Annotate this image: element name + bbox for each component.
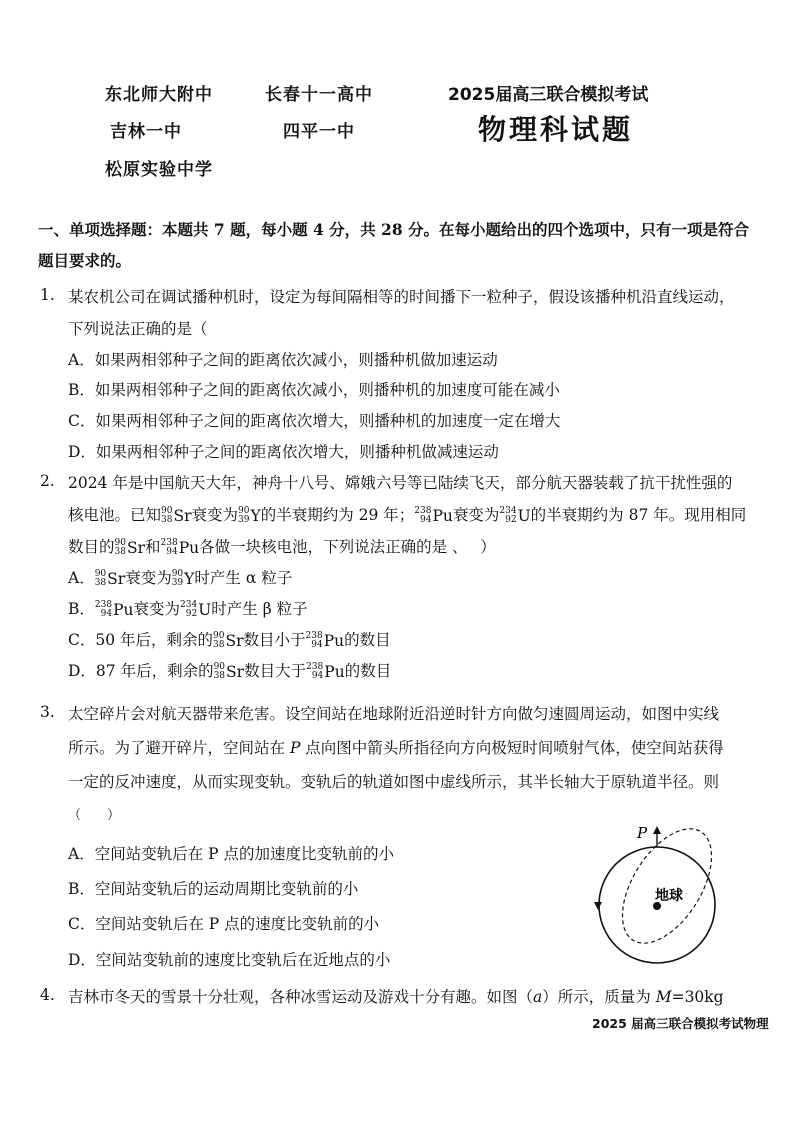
question-stem: 吉林市冬天的雪景十分壮观，各种冰雪运动及游戏十分有趣。如图（a）所示，质量为 M=30kg	[68, 988, 724, 1006]
option-b: B． 238 94 Pu 衰变为 234 92 U 时产生 β 粒子	[68, 600, 308, 619]
orbit-diagram	[585, 810, 735, 975]
earth-label: 地球	[655, 888, 683, 904]
school-name: 四平一中	[283, 122, 355, 142]
isotope-pu238: 238 94 Pu	[160, 538, 200, 557]
subject-title: 物理科试题	[478, 113, 634, 146]
point-p-label: P	[637, 824, 648, 842]
isotope-pu238: 238 94 Pu	[414, 506, 453, 525]
option-d: D．空间站变轨前的速度比变轨后在近地点的小	[68, 951, 391, 969]
section-heading: 一、单项选择题：本题共 7 题，每小题 4 分，共 28 分。在每小题给出的四个选项中，只有一项是符合	[38, 220, 750, 239]
option-a: A． 90 38 Sr 衰变为 90 39 Y 时产生 α 粒子	[68, 569, 293, 588]
question-stem: 太空碎片会对航天器带来危害。设空间站在地球附近沿逆时针方向做匀速圆周运动，如图中实线	[68, 705, 720, 723]
exam-title: 2025届高三联合模拟考试	[448, 85, 649, 105]
question-stem: 2024 年是中国航天大年，神舟十八号、嫦娥六号等已陆续飞天，部分航天器装载了抗干扰性强的	[68, 474, 733, 492]
option-c: C．50 年后，剩余的 90 38 Sr 数目小于 238 94 Pu 的数目	[68, 631, 391, 650]
option-a: A．空间站变轨后在 P 点的加速度比变轨前的小	[68, 845, 394, 863]
option-b: B．如果两相邻种子之间的距离依次减小，则播种机的加速度可能在减小	[68, 381, 560, 399]
question-stem: 一定的反冲速度，从而实现变轨。变轨后的轨道如图中虚线所示，其半长轴大于原轨道半径。则	[68, 773, 720, 791]
school-name: 东北师大附中	[105, 85, 213, 105]
school-name: 松原实验中学	[105, 160, 213, 180]
page-footer: 2025 届高三联合模拟考试物理	[592, 1016, 769, 1031]
question-stem: 数目的 90 38 Sr 和 238 94 Pu 各做一块核电池，下列说法正确的是 、 ）	[68, 538, 496, 557]
arrow-head-icon	[653, 826, 661, 834]
option-c: C．如果两相邻种子之间的距离依次增大，则播种机的加速度一定在增大	[68, 412, 561, 430]
option-d: D．87 年后，剩余的 90 38 Sr 数目大于 238 94 Pu 的数目	[68, 662, 392, 681]
isotope-sr90: 90 38 Sr	[161, 506, 192, 525]
school-name: 吉林一中	[110, 122, 182, 142]
option-d: D．如果两相邻种子之间的距离依次增大，则播种机做减速运动	[68, 443, 499, 461]
question-number: 2.	[40, 472, 55, 490]
section-heading-cont: 题目要求的。	[38, 251, 132, 270]
question-stem: 某农机公司在调试播种机时，设定为每间隔相等的时间播下一粒种子，假设该播种机沿直线运动，	[68, 288, 735, 306]
direction-arrow-icon	[594, 902, 602, 910]
isotope-u234: 234 92 U	[499, 506, 531, 525]
question-number: 3.	[40, 703, 55, 721]
option-c: C．空间站变轨后在 P 点的速度比变轨前的小	[68, 915, 380, 933]
school-name: 长春十一高中	[265, 85, 373, 105]
question-stem: 核电池。已知 90 38 Sr 衰变为 90 39 Y 的半衰期约为 29 年； 238 94 Pu 衰变为 234 92 U 的半衰期约为 87 年。现用相同	[68, 506, 747, 525]
question-number: 1.	[40, 286, 55, 304]
question-number: 4.	[40, 986, 55, 1004]
question-stem: 下列说法正确的是（	[68, 320, 208, 338]
question-stem: 所示。为了避开碎片，空间站在 P 点向图中箭头所指径向方向极短时间喷射气体，使空间站获得	[68, 739, 724, 757]
transfer-orbit	[604, 814, 729, 959]
option-a: A．如果两相邻种子之间的距离依次减小，则播种机做加速运动	[68, 351, 498, 369]
option-b: B．空间站变轨后的运动周期比变轨前的小	[68, 880, 359, 898]
isotope-sr90: 90 38 Sr	[114, 538, 145, 557]
isotope-y90: 90 39 Y	[238, 506, 261, 525]
answer-bracket: （ ）	[68, 808, 121, 823]
